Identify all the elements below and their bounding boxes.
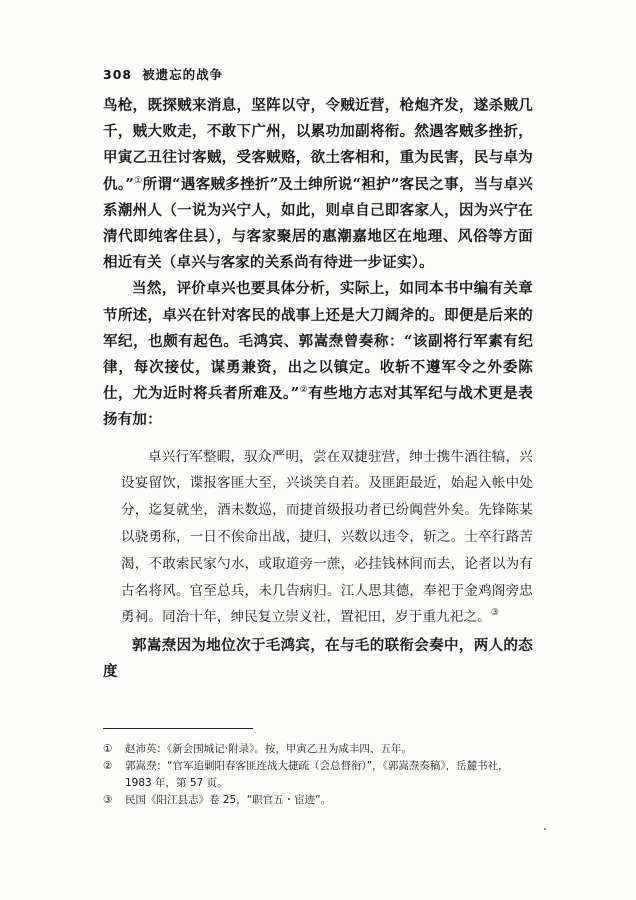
main-text	[103, 93, 533, 686]
footnote-mark: ①	[103, 743, 113, 755]
running-title: 被遗忘的战争	[142, 67, 224, 82]
footnote-2	[103, 758, 533, 792]
block-quote-paragraph	[121, 444, 533, 632]
page-number: 308	[103, 67, 133, 82]
footnote-ref-2: ②	[299, 385, 309, 396]
footnote-mark: ③	[103, 794, 113, 806]
footnotes	[103, 741, 533, 809]
footnote-ref-3: ③	[490, 608, 500, 619]
running-head	[103, 65, 223, 83]
paragraph-1-text: 鸟枪，既探贼来消息，坚阵以守，令贼近营，枪炮齐发，遂杀贼几千，贼大败走，不敢下广州，以累功加副将衔。然遇客贼多挫折，甲寅乙丑往讨客贼，受客贼赂，欲土客相和，重为民害，民与卓为仇。”	[103, 97, 533, 193]
paragraph-3	[103, 276, 533, 433]
footnote-divider	[103, 728, 253, 729]
paragraph-4-text: 郭嵩焘因为地位次于毛鸿宾，在与毛的联衔会奏中，两人的态度	[103, 637, 533, 681]
footnote-text: 郭嵩焘：“官军追剿阳春客匪连战大捷疏（会总督衔）”，《郭嵩焘奏稿》，岳麓书社，1983 年，第 57 页。	[125, 760, 509, 789]
paragraph-continued	[103, 93, 533, 276]
scan-speck	[544, 828, 546, 830]
footnote-3	[103, 792, 533, 809]
footnote-text: 民国《阳江县志》卷 25，“职官五・宦迹”。	[125, 794, 332, 806]
footnote-mark: ②	[103, 760, 113, 772]
paragraph-4	[103, 633, 533, 685]
paragraph-3a-text: 当然，评价卓兴也要具体分析，实际上，如同本书中编有关章节所述，卓兴在针对客民的战事上还是大刀阔斧的。即便是后来的军纪，也颇有起色。毛鸿宾、郭嵩焘曾奏称：“该副将行军素有纪律，每次接仗，谋勇兼资，出之以镇定。收斩不遵军令之外委陈仕，尤为近时将兵者所难及。”	[103, 280, 533, 403]
footnote-ref-1: ①	[133, 175, 143, 186]
footnote-1	[103, 741, 533, 758]
block-quote	[103, 444, 533, 632]
paragraph-3b-text: 有些地方志对其军纪与战术更是表扬有加：	[103, 385, 534, 429]
footnote-text: 赵沛英：《新会围城记·附录》。按，甲寅乙丑为咸丰四、五年。	[125, 743, 412, 755]
paragraph-2-text: 所谓“遇客贼多挫折”及土绅所说“袒护”客民之事，当与卓兴系潮州人（一说为兴宁人，如此，则卓自己即客家人，因为兴宁在清代即纯客住县），与客家聚居的惠潮嘉地区在地理、风俗等方面相近有关（卓兴与客家的关系尚有待进一步证实）。	[103, 175, 533, 272]
block-quote-text: 卓兴行军整暇，驭众严明，尝在双捷驻营，绅士携牛酒往犒，兴设宴留饮，谍报客匪大至，兴谈笑自若。及匪距最近，始起入帐中处分，迄复就坐，酒未数巡，而捷首级报功者已纷阗营外矣。先锋陈某以骁勇称，一日不俟命出战，捷归，兴数以违令，斩之。士卒行路苦渴，不敢索民家勺水，或取道旁一蔗，必挂钱林间而去，论者以为有古名将风。官至总兵，未几告病归。江人思其德，奉祀于金鸡阁旁忠勇祠。同治十年，绅民复立崇义社，置祀田，岁于重九祀之。	[121, 448, 533, 626]
